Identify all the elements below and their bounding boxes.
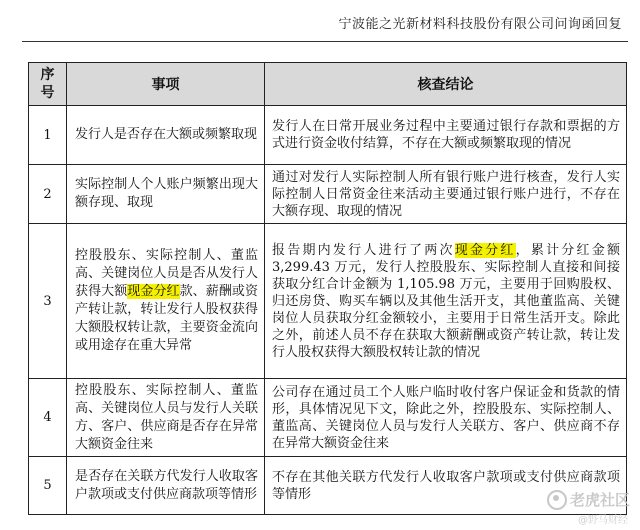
verification-table — [28, 62, 627, 515]
row-item: 实际控制人个人账户频繁出现大额存现、取现 — [67, 165, 265, 224]
watermark-text: 老虎社区 — [569, 490, 630, 509]
row-conclusion: 公司存在通过员工个人账户临时收付客户保证金和货款的情形，具体情况见下文，除此之外，控股股东、实际控制人、董监高、关键岗位人员与发行人关联方、客户、供应商不存在异常大额资金往来 — [265, 379, 627, 457]
conclusion-text: ，累计分红金额3,299.43 万元，发行人控股股东、实际控制人直接和间接获取分红合计金额为 1,105.98 万元，主要用于回购股权、归还房贷、购买车辆以及其他生活开支，其他董监高、关键岗位人员获取分红金额较小，主要用于日常生活开支。除此之外，前述人员不存在获取大额薪酬或资产转让款，转让发行人股权获得大额股权转让款的情况 — [272, 242, 620, 360]
table-row — [29, 224, 627, 379]
row-conclusion: 不存在其他关联方代发行人收取客户款项或支付供应商款项等情形 — [265, 457, 627, 515]
highlighted-term: 现金分红 — [454, 242, 516, 258]
conclusion-text: 报告期内发行人进行了两次 — [272, 242, 455, 258]
column-header-no: 序号 — [29, 63, 67, 106]
row-number: 2 — [29, 165, 67, 224]
row-number: 3 — [29, 224, 67, 379]
tiger-community-logo-icon — [547, 490, 567, 510]
row-item — [67, 224, 265, 379]
header-rule — [22, 41, 628, 42]
row-item: 控股股东、实际控制人、董监高、关键岗位人员与发行人关联方、客户、供应商是否存在异常大额资金往来 — [67, 379, 265, 457]
row-conclusion: 发行人在日常开展业务过程中主要通过银行存款和票据的方式进行资金收付结算，不存在大额或频繁取现的情况 — [265, 106, 627, 165]
row-number: 4 — [29, 379, 67, 457]
column-header-conclusion: 核查结论 — [265, 63, 627, 106]
row-number: 5 — [29, 457, 67, 515]
table-row — [29, 106, 627, 165]
page-header-title: 宁波能之光新材料科技股份有限公司问询函回复 — [338, 17, 622, 32]
item-text: 款、薪酬或资产转让款，转让发行人股权获得大额股权转让款，主要资金流向或用途存在重大异常 — [75, 284, 258, 353]
table-row — [29, 165, 627, 224]
row-conclusion — [265, 224, 627, 379]
row-item: 是否存在关联方代发行人收取客户款项或支付供应商款项等情形 — [67, 457, 265, 515]
watermark-sub: @野马财经 — [578, 515, 628, 526]
highlighted-term: 现金分红 — [127, 284, 180, 299]
row-item: 发行人是否存在大额或频繁取现 — [67, 106, 265, 165]
column-header-item: 事项 — [67, 63, 265, 106]
table-header-row — [29, 63, 627, 106]
table-row — [29, 457, 627, 515]
watermark — [547, 489, 630, 511]
row-number: 1 — [29, 106, 67, 165]
item-text: 控股股东、实际控制人、董监高、关键岗位人员是否从发行人获得大额 — [75, 248, 258, 299]
table-row — [29, 379, 627, 457]
row-conclusion: 通过对发行人实际控制人所有银行账户进行核查，发行人实际控制人日常资金往来活动主要通过银行账户进行，不存在大额存现、取现的情况 — [265, 165, 627, 224]
